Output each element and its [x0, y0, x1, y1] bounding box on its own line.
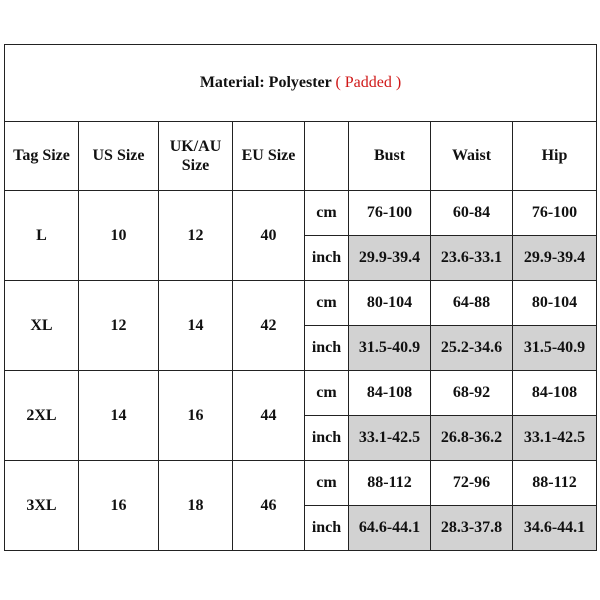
unit-inch-cell: inch: [305, 236, 349, 281]
us-size-cell: 14: [79, 371, 159, 461]
header-uk-au-line2: Size: [181, 157, 210, 174]
uk-au-size-cell: 16: [159, 371, 233, 461]
bust-inch-cell: 33.1-42.5: [349, 416, 431, 461]
hip-inch-cell: 31.5-40.9: [513, 326, 597, 371]
us-size-cell: 12: [79, 281, 159, 371]
waist-cm-cell: 60-84: [431, 191, 513, 236]
header-unit: [305, 122, 349, 191]
waist-inch-cell: 23.6-33.1: [431, 236, 513, 281]
header-waist: Waist: [431, 122, 513, 191]
eu-size-cell: 42: [233, 281, 305, 371]
waist-cm-cell: 72-96: [431, 461, 513, 506]
hip-inch-cell: 34.6-44.1: [513, 506, 597, 551]
unit-cm-cell: cm: [305, 461, 349, 506]
header-eu-size: EU Size: [233, 122, 305, 191]
hip-inch-cell: 29.9-39.4: [513, 236, 597, 281]
waist-inch-cell: 28.3-37.8: [431, 506, 513, 551]
size-chart-table: [4, 44, 597, 551]
padded-note: ( Padded ): [335, 74, 402, 92]
size-row-cm: [5, 281, 597, 326]
hip-cm-cell: 84-108: [513, 371, 597, 416]
tag-size-cell: L: [5, 191, 79, 281]
uk-au-size-cell: 18: [159, 461, 233, 551]
header-row: [5, 122, 597, 191]
bust-cm-cell: 84-108: [349, 371, 431, 416]
size-row-cm: [5, 371, 597, 416]
uk-au-size-cell: 12: [159, 191, 233, 281]
bust-inch-cell: 64.6-44.1: [349, 506, 431, 551]
unit-cm-cell: cm: [305, 281, 349, 326]
unit-cm-cell: cm: [305, 371, 349, 416]
size-row-cm: [5, 461, 597, 506]
hip-cm-cell: 76-100: [513, 191, 597, 236]
eu-size-cell: 46: [233, 461, 305, 551]
size-row-cm: [5, 191, 597, 236]
header-uk-au-size: [159, 122, 233, 191]
waist-cm-cell: 64-88: [431, 281, 513, 326]
uk-au-size-cell: 14: [159, 281, 233, 371]
unit-cm-cell: cm: [305, 191, 349, 236]
bust-inch-cell: 29.9-39.4: [349, 236, 431, 281]
bust-cm-cell: 76-100: [349, 191, 431, 236]
header-us-size: US Size: [79, 122, 159, 191]
waist-inch-cell: 26.8-36.2: [431, 416, 513, 461]
unit-inch-cell: inch: [305, 416, 349, 461]
header-hip: Hip: [513, 122, 597, 191]
hip-cm-cell: 80-104: [513, 281, 597, 326]
header-bust: Bust: [349, 122, 431, 191]
us-size-cell: 10: [79, 191, 159, 281]
size-chart-container: [4, 44, 596, 553]
chart-title: [5, 45, 597, 122]
bust-cm-cell: 80-104: [349, 281, 431, 326]
unit-inch-cell: inch: [305, 326, 349, 371]
bust-cm-cell: 88-112: [349, 461, 431, 506]
waist-inch-cell: 25.2-34.6: [431, 326, 513, 371]
hip-cm-cell: 88-112: [513, 461, 597, 506]
tag-size-cell: 3XL: [5, 461, 79, 551]
tag-size-cell: 2XL: [5, 371, 79, 461]
header-uk-au-line1: UK/AU: [169, 137, 222, 155]
us-size-cell: 16: [79, 461, 159, 551]
tag-size-cell: XL: [5, 281, 79, 371]
bust-inch-cell: 31.5-40.9: [349, 326, 431, 371]
eu-size-cell: 44: [233, 371, 305, 461]
eu-size-cell: 40: [233, 191, 305, 281]
waist-cm-cell: 68-92: [431, 371, 513, 416]
header-tag-size: Tag Size: [5, 122, 79, 191]
hip-inch-cell: 33.1-42.5: [513, 416, 597, 461]
material-label: Material: Polyester: [199, 74, 332, 92]
unit-inch-cell: inch: [305, 506, 349, 551]
